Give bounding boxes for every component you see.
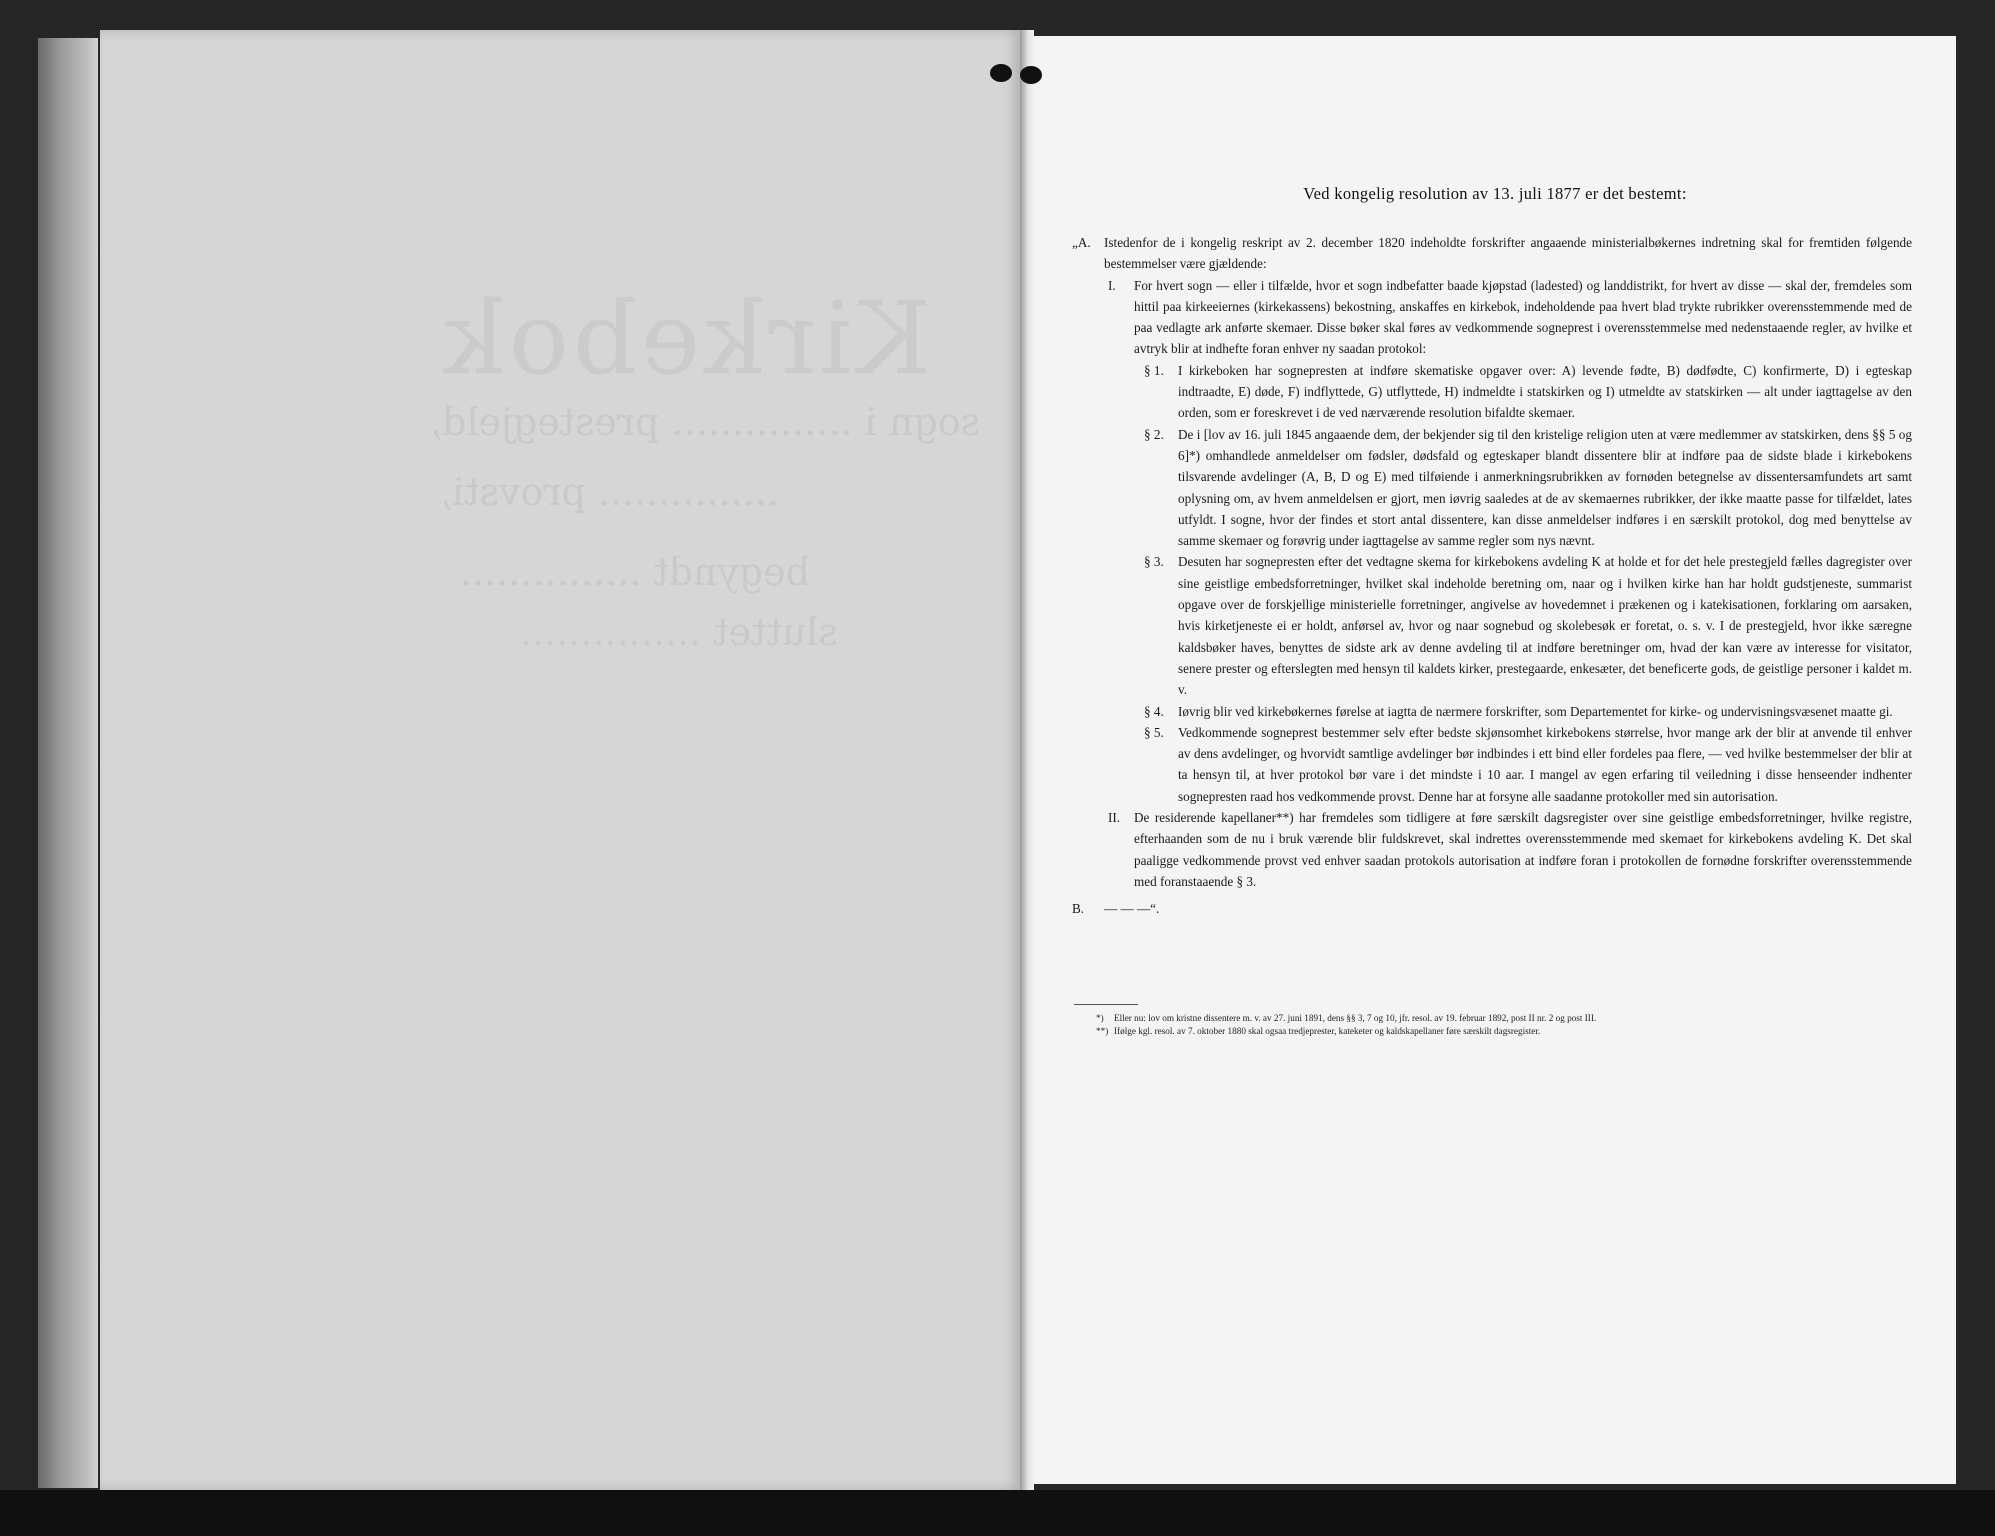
paragraph-5: [1072, 722, 1912, 807]
paragraph-3: [1072, 551, 1912, 700]
section-I: [1072, 275, 1912, 360]
section-label: § 4.: [1144, 703, 1164, 719]
paragraph-4: [1072, 701, 1912, 722]
footnotes: [1096, 1012, 1616, 1038]
section-text: I kirkeboken har sognepresten at indføre skematiske opgaver over: A) levende fødte, B) dødfødte, C) konfirmerte, D) i egteskap indtraadte, E) døde, F) indflyttede, G) utflyttede, H) indmeldte i statskirken og I) utmeldte av statskirken — alt under iagttagelse av den orden, som er foreskrevet i de ved nærværende resolution bifaldte skemaer.: [1178, 362, 1912, 421]
regulation-body: [1072, 232, 1912, 920]
footnote-text: Ifølge kgl. resol. av 7. oktober 1880 skal ogsaa tredjeprester, kateketer og kaldskapellaner føre særskilt dagsregister.: [1114, 1026, 1541, 1036]
right-page: [1034, 36, 1956, 1484]
section-text: Desuten har sognepresten efter det vedtagne skema for kirkebokens avdeling K at holde et for det hele prestegjeld fælles dagregister over sine geistlige embedsforretninger, hvilket skal indeholde beretning om, naar og i hvilken kirke han har holdt gudstjeneste, summarist opgave over de forskjellige ministerielle forretninger, angivelse av hovedemnet i prækenen og i katekisationen, forklaring om aarsaken, hvis kirketjeneste ei er holdt, anførsel av, hvor og naar sognebud og skolebesøk er foretat, o. s. v. I de prestegjeld, hvor ikke særegne kaldsbøker haves, benyttes de sidste ark av denne avdeling til at indføre beretninger om, hvad der kan være av interesse for visitator, senere prester og efterslegten med hensyn til kaldets kirker, prestegaarde, enkesæter, det beneficerte gods, de geistlige personer i kaldet m. v.: [1178, 554, 1912, 698]
section-label: § 1.: [1144, 362, 1164, 378]
section-text: Iøvrig blir ved kirkebøkernes førelse at iagtta de nærmere forskrifter, som Departementet for kirke- og undervisningsvæsenet maatte gi.: [1178, 703, 1893, 719]
section-label: § 5.: [1144, 724, 1164, 740]
section-label: § 3.: [1144, 554, 1164, 570]
binding-hole-right: [1020, 66, 1042, 84]
ghost-line-2: ............... provsti,: [440, 470, 780, 514]
footnote: [1096, 1025, 1616, 1038]
ghost-line-3: begyndt ...............: [460, 550, 810, 594]
section-label: II.: [1108, 810, 1121, 826]
section-label: „A.: [1072, 235, 1091, 250]
section-text: Vedkommende sogneprest bestemmer selv efter bedste skjønsomhet kirkebokens størrelse, hvor mange ark der blir at anvende til enhver av dens avdelinger, og hvorvidt samtlige avdelinger bør indbindes i ett bind eller fordeles paa flere, — ved hvilke bestemmelser der blir at ta hensyn til, at hver protokol bør vare i det mindste i 10 aar. I mangel av egen erfaring til veiledning i disse henseender indhenter sognepresten raad hos vedkommende provst. Denne har at forsyne alle saadanne protokoller med sin autorisation.: [1178, 724, 1912, 804]
scan-bottom-edge: [0, 1490, 1995, 1536]
section-label: § 2.: [1144, 426, 1164, 442]
footnote-mark: **): [1096, 1026, 1109, 1036]
footnote-text: Eller nu: lov om kristne dissentere m. v. av 27. juni 1891, dens §§ 3, 7 og 10, jfr. resol. av 19. februar 1892, post II nr. 2 og post III.: [1114, 1013, 1597, 1023]
section-B: [1072, 898, 1912, 919]
section-II: [1072, 807, 1912, 892]
ghost-title: Kirkebok: [440, 280, 932, 397]
section-text: — — —“.: [1104, 901, 1160, 917]
paragraph-2: [1072, 424, 1912, 552]
section-label: B.: [1072, 901, 1085, 917]
ghost-line-4: sluttet ...............: [520, 610, 838, 654]
ghost-line-1: sogn i ............... prestegjeld,: [430, 400, 981, 444]
section-text: For hvert sogn — eller i tilfælde, hvor et sogn indbefatter baade kjøpstad (ladested) og landdistrikt, for hvert av disse — skal der, fremdeles som hittil paa kirkeeiernes (kirkekassens) bekostning, anskaffes en kirkebok, indeholdende paa hvert blad trykte rubrikker overensstemmende med de paa vedlagte ark anførte skemaer. Disse bøker skal føres av vedkommende sogneprest i overensstemmelse med nedenstaaende regler, av hvilke et avtryk blir at indhefte foran enhver ny saadan protokol:: [1134, 277, 1912, 357]
section-A: [1072, 232, 1912, 275]
section-text: Istedenfor de i kongelig reskript av 2. december 1820 indeholdte forskrifter angaaende ministerialbøkernes indretning skal for fremtiden følgende bestemmelser være gjældende:: [1104, 235, 1912, 272]
left-page: [100, 30, 1020, 1490]
page-heading: Ved kongelig resolution av 13. juli 1877 er det bestemt:: [1303, 184, 1687, 203]
footnote-mark: *): [1096, 1013, 1104, 1023]
footnote: [1096, 1012, 1616, 1025]
gutter: [1020, 30, 1034, 1490]
binding-hole-left: [990, 64, 1012, 82]
paragraph-1: [1072, 360, 1912, 424]
section-text: De i [lov av 16. juli 1845 angaaende dem, der bekjender sig til den kristelige religion uten at være medlemmer av statskirken, dens §§ 5 og 6]*) omhandlede anmeldelser om fødsler, dødsfald og egteskaper blandt dissentere blir at indføre paa de sidste blade i kirkebokens tilsvarende avdelinger (A, B, D og E) med tilføiende i anmerkningsrubrikken av fornøden betegnelse av dissentersamfundets art samt oplysning om, av hvem anmeldelsen er gjort, men iøvrig saaledes at de av skemaernes rubrikker, der ikke maatte passe for tilfældet, lates utfyldt. I sogne, hvor der findes et stort antal dissentere, kan disse anmeldelser indføres i en særskilt protokol, dog med benyttelse av samme skemaer og forøvrig under iagttagelse av samme regler som nys nævnt.: [1178, 426, 1912, 549]
book-edge: [38, 38, 98, 1488]
section-text: De residerende kapellaner**) har fremdeles som tidligere at føre særskilt dagsregister over sine geistlige embedsforretninger, hvilke registre, efterhaanden som de nu i bruk værende blir fuldskrevet, skal indrettes overensstemmende med skemaet for kirkebokens avdeling K. Det skal paaligge vedkommende provst ved enhver saadan protokols autorisation at indføre foran i protokollen de fornødne forskrifter overensstemmende med foranstaaende § 3.: [1134, 810, 1912, 889]
section-label: I.: [1108, 277, 1116, 293]
footnote-rule: [1074, 1004, 1138, 1005]
